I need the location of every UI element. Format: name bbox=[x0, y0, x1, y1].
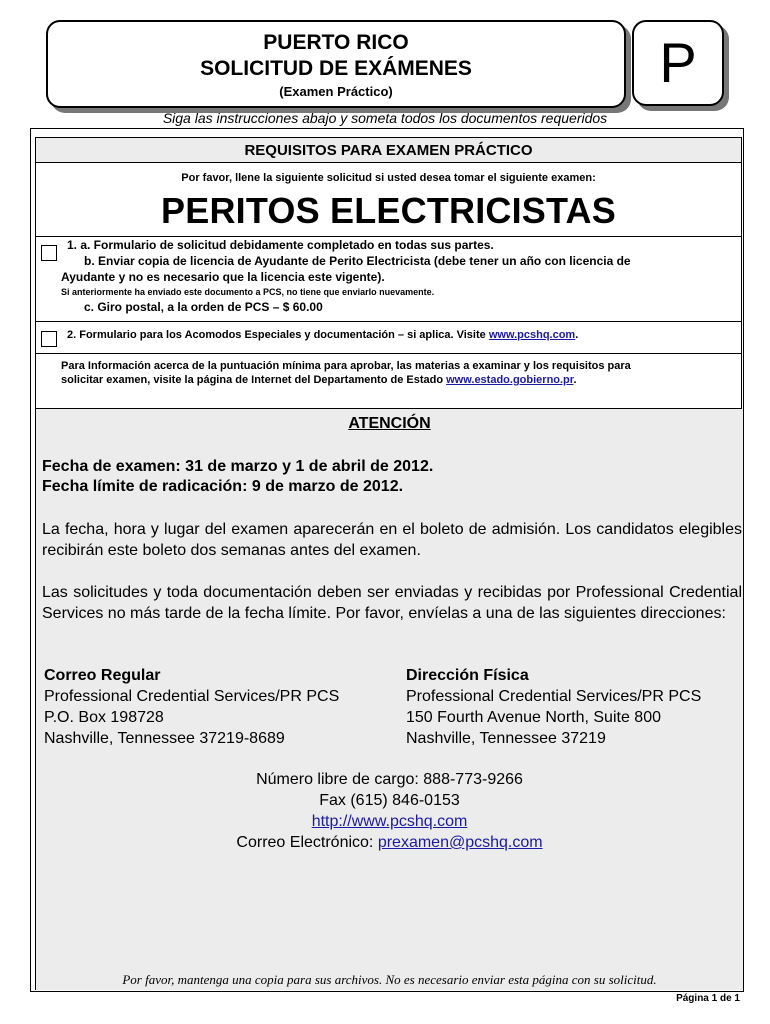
email-label: Correo Electrónico: bbox=[236, 834, 378, 851]
attention-section bbox=[35, 409, 743, 990]
physical-address-line1: Professional Credential Services/PR PCS bbox=[406, 688, 702, 705]
info-end: . bbox=[573, 374, 577, 386]
regular-mail-heading: Correo Regular bbox=[44, 667, 161, 684]
regular-mail-address bbox=[44, 665, 339, 749]
fax-number: Fax (615) 846-0153 bbox=[319, 792, 460, 809]
contact-block bbox=[36, 769, 743, 853]
subtitle: (Examen Práctico) bbox=[279, 84, 393, 99]
item1-line-c: c. Giro postal, a la orden de PCS – $ 60.00 bbox=[84, 300, 323, 314]
info-line2 bbox=[61, 374, 577, 386]
toll-free-number: Número libre de cargo: 888-773-9266 bbox=[256, 771, 523, 788]
exam-request-block bbox=[35, 162, 742, 237]
form-frame bbox=[30, 128, 744, 992]
physical-address-line2: 150 Fourth Avenue North, Suite 800 bbox=[406, 709, 661, 726]
page-number: Página 1 de 1 bbox=[676, 993, 740, 1004]
exam-dates bbox=[42, 457, 433, 497]
item2-text bbox=[67, 329, 578, 341]
request-text: Por favor, llene la siguiente solicitud si usted desea tomar el siguiente examen: bbox=[181, 172, 596, 184]
submission-paragraph: Las solicitudes y toda documentación deben ser enviadas y recibidas por Professional Credential Services no más tarde de la fecha límite. Por favor, envíelas a una de las siguientes direcciones: bbox=[42, 584, 742, 622]
physical-address-heading: Dirección Física bbox=[406, 667, 529, 684]
regular-mail-line3: Nashville, Tennessee 37219-8689 bbox=[44, 730, 285, 747]
info-line2-text: solicitar examen, visite la página de Internet del Departamento de Estado bbox=[61, 374, 447, 386]
pcshq-link[interactable]: www.pcshq.com bbox=[488, 329, 576, 341]
item1-note: Si anteriormente ha enviado este documento a PCS, no tiene que enviarlo nuevamente. bbox=[61, 287, 435, 297]
instructions: Siga las instrucciones abajo y sometа todos los documentos requeridos bbox=[162, 110, 608, 126]
item1-checkbox[interactable] bbox=[41, 245, 57, 261]
item1-line-b2: Ayudante y no es necesario que la licencia este vigente). bbox=[61, 270, 385, 284]
title-line2: SOLICITUD DE EXÁMENES bbox=[200, 57, 472, 80]
regular-mail-line1: Professional Credential Services/PR PCS bbox=[44, 688, 340, 705]
item2-end: . bbox=[575, 329, 579, 341]
item1-line-b: b. Enviar copia de licencia de Ayudante de Perito Electricista (debe tener un año con licencia de bbox=[84, 254, 631, 268]
exam-date: Fecha de examen: 31 de marzo y 1 de abril de 2012. bbox=[42, 458, 434, 475]
estado-link[interactable]: www.estado.gobierno.pr bbox=[446, 374, 574, 386]
email-line bbox=[36, 832, 743, 853]
requirement-item-1 bbox=[35, 236, 742, 322]
physical-address-line3: Nashville, Tennessee 37219 bbox=[406, 730, 606, 747]
admission-paragraph: La fecha, hora y lugar del examen aparecerán en el boleto de admisión. Los candidatos elegibles recibirán este boleto dos semanas antes del examen. bbox=[42, 521, 742, 559]
info-block bbox=[35, 353, 742, 409]
filing-deadline: Fecha límite de radicación: 9 de marzo de 2012. bbox=[42, 478, 404, 495]
form-letter-badge: P bbox=[632, 20, 724, 106]
item2-label: 2. Formulario para los Acomodos Especiales y documentación – si aplica. Visite bbox=[67, 329, 489, 341]
title-box bbox=[46, 20, 626, 108]
info-line1: Para Información acerca de la puntuación mínima para aprobar, las materias a examinar y los requisitos para bbox=[61, 360, 631, 372]
email-link[interactable]: prexamen@pcshq.com bbox=[377, 834, 543, 851]
title-line1: PUERTO RICO bbox=[263, 31, 409, 54]
requirements-heading: REQUISITOS PARA EXAMEN PRÁCTICO bbox=[35, 137, 742, 163]
footer-note: Por favor, mantenga una copia para sus archivos. No es necesario enviar esta página con su solicitud. bbox=[122, 972, 657, 987]
item2-checkbox[interactable] bbox=[41, 331, 57, 347]
attention-heading: ATENCIÓN bbox=[348, 415, 431, 432]
item1-line-a: 1. a. Formulario de solicitud debidamente completado en todas sus partes. bbox=[67, 238, 494, 252]
physical-address bbox=[406, 665, 701, 749]
regular-mail-line2: P.O. Box 198728 bbox=[44, 709, 164, 726]
requirement-item-2 bbox=[35, 321, 742, 354]
exam-name: PERITOS ELECTRICISTAS bbox=[161, 190, 616, 231]
website-link[interactable]: http://www.pcshq.com bbox=[311, 813, 468, 830]
